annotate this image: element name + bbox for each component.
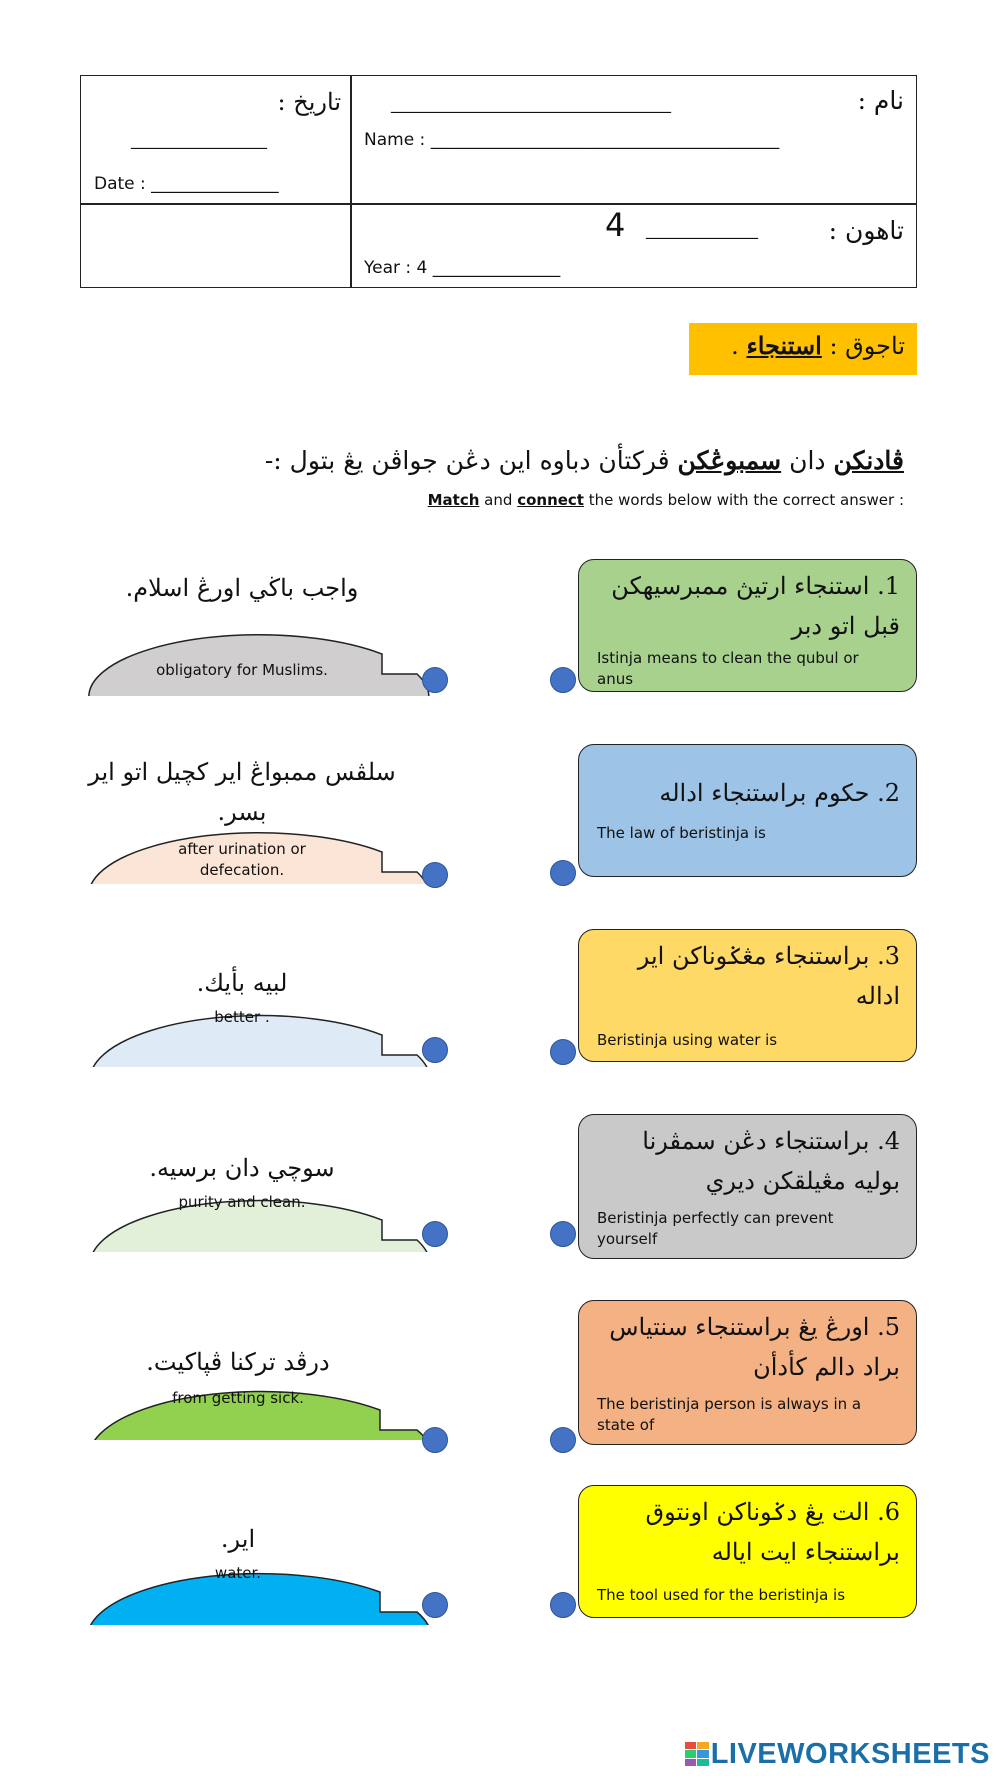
topic-label: تاجوق : [829,332,905,360]
answer-bubble-1 [72,556,432,696]
question-5-jawi: 5. اورڠ يڠ براستنجاء سنتياس براد دالم كأدأن [609,1313,900,1381]
answer-bubble-3 [72,927,432,1067]
topic-banner [689,323,917,375]
nama-label: نام : [857,86,904,115]
connect-dot-answer-1[interactable] [422,667,448,693]
instr-word-dan: دان [789,446,826,475]
instr-and: and [484,491,513,509]
liveworksheets-logo [685,1739,990,1769]
question-5-english: The beristinja person is always in a state of [597,1395,862,1434]
connect-dot-question-1[interactable] [550,667,576,693]
answer-6-jawi: اير. [220,1525,256,1553]
answer-3-jawi: لبيه بأيك. [196,969,288,997]
answer-1-english: obligatory for Muslims. [156,661,328,679]
topic-period: . [731,332,739,360]
connect-dot-answer-2[interactable] [422,862,448,888]
connect-dot-answer-5[interactable] [422,1427,448,1453]
year-field[interactable]: Year : 4 _______________ [364,258,561,278]
answer-2-jawi: سلڤس ممبواڠ اير كچيل اتو اير بسر. [88,758,396,826]
topic-value: استنجاء [746,331,822,360]
question-1-english: Istinja means to clean the qubul or anus [597,649,859,688]
question-4-jawi: 4. براستنجاء دڠن سمڤرنا بوليه مڠيلقكن ديري [642,1127,900,1195]
student-info-table [80,75,917,288]
connect-dot-question-6[interactable] [550,1592,576,1618]
name-field[interactable]: Name : _________________________________________ [364,130,780,150]
instr-connect: connect [517,491,584,509]
answer-bubble-6 [68,1485,428,1625]
question-box-6 [578,1485,917,1618]
question-box-3 [578,929,917,1062]
question-box-4 [578,1114,917,1259]
question-6-jawi: 6. الت يڠ دݢوناكن اونتوق براستنجاء ايت اياله [645,1498,900,1566]
answer-2-english: after urination or defecation. [178,840,306,879]
question-3-english: Beristinja using water is [597,1031,778,1049]
answer-bubble-5 [68,1300,428,1440]
instruction-english [428,491,904,509]
connect-dot-answer-4[interactable] [422,1221,448,1247]
instr-match: Match [427,491,480,509]
question-box-5 [578,1300,917,1445]
answer-bubble-4 [72,1112,432,1252]
nama-line[interactable]: ___________________________________ [391,94,671,113]
connect-dot-answer-3[interactable] [422,1037,448,1063]
instruction-jawi [265,446,904,475]
table-divider-horizontal [81,203,916,205]
answer-bubble-2 [72,744,432,884]
question-2-english: The law of beristinja is [597,824,766,842]
connect-dot-question-3[interactable] [550,1039,576,1065]
answer-4-jawi: سوچي دان برسيه. [149,1154,335,1182]
question-6-english: The tool used for the beristinja is [597,1586,846,1604]
question-1-jawi: 1. استنجاء ارتيڽ ممبرسيهكن قبل اتو دبر [611,572,900,640]
question-3-jawi: 3. براستنجاء مڠݢوناكن اير اداله [637,942,900,1010]
date-field[interactable]: Date : _______________ [94,174,279,194]
connect-dot-question-5[interactable] [550,1427,576,1453]
answer-5-jawi: درڤد تركنا ڤڽاكيت. [146,1348,330,1376]
tahun-line[interactable]: ______________ [646,220,758,239]
connect-dot-question-2[interactable] [550,860,576,886]
question-box-2 [578,744,917,877]
answer-1-jawi: واجب باڬي اورڠ اسلام. [125,574,359,602]
tarikh-line[interactable]: _________________ [131,130,267,149]
instr-jawi-rest: ڤركتأن دباوه اين دڠن جواڤن يڠ بتول :- [264,446,670,475]
answer-5-english: from getting sick. [172,1389,304,1407]
question-2-jawi: 2. حكوم براستنجاء اداله [659,779,900,807]
tarikh-label: تاريخ : [277,88,341,116]
instr-word-padankan: ڤادنكن [833,446,904,475]
instr-word-sambungkan: سمبوڠكن [677,446,782,475]
instr-en-rest: the words below with the correct answer : [588,491,904,509]
liveworksheets-logo-text: LIVEWORKSHEETS [710,1737,990,1770]
question-box-1 [578,559,917,692]
liveworksheets-logo-icon [685,1742,709,1766]
answer-4-english: purity and clean. [178,1193,306,1211]
tahun-value: 4 [605,206,626,244]
answer-3-english: better . [214,1008,270,1026]
answer-6-english: water. [214,1564,262,1582]
connect-dot-question-4[interactable] [550,1221,576,1247]
table-divider-vertical [350,76,352,287]
connect-dot-answer-6[interactable] [422,1592,448,1618]
question-4-english: Beristinja perfectly can prevent yourself [597,1209,834,1248]
tahun-label: تاهون : [828,216,904,245]
